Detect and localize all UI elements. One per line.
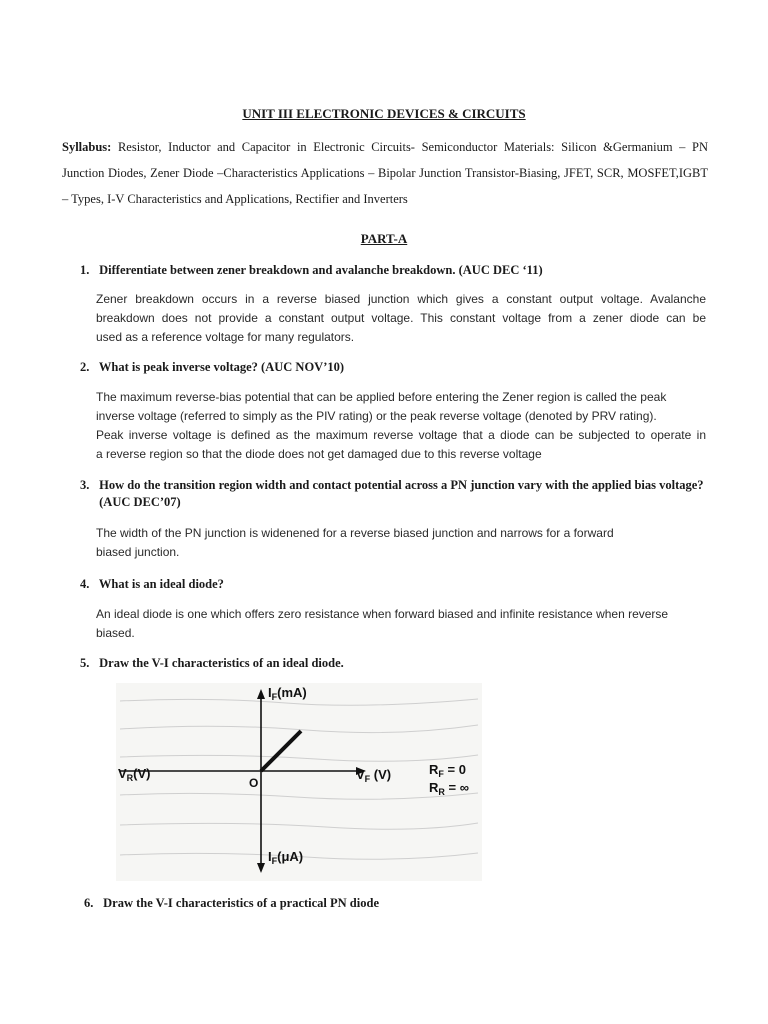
y-axis-down-arrow	[257, 863, 265, 873]
question-6	[84, 895, 724, 912]
syllabus-paragraph	[62, 134, 708, 212]
question-number: 1.	[80, 263, 90, 277]
question-text: What is an ideal diode?	[98, 577, 224, 591]
origin-label: O	[249, 776, 259, 790]
part-heading: PART-A	[360, 231, 408, 246]
y-axis-up-arrow	[257, 689, 265, 699]
document-title: UNIT III ELECTRONIC DEVICES & CIRCUITS	[242, 106, 526, 121]
question-number: 3.	[80, 478, 90, 492]
answer-line: An ideal diode is one which offers zero resistance when forward biased and infinite resistance when reverse	[96, 607, 669, 621]
question-number: 2.	[80, 360, 90, 374]
answer-line: The maximum reverse-bias potential that can be applied before entering the Zener region is called the peak	[96, 390, 667, 404]
syllabus-text: Resistor, Inductor and Capacitor in Electronic Circuits- Semiconductor Materials: Silicon &Germanium – PN Junction Diodes, Zener Diode –Characteristics Applications – Bipolar Junction Transistor-Biasing, JFET, SCR, MOSFET,IGBT – Types, I-V Characteristics and Applications, Rectifier and Inverters	[62, 140, 709, 206]
question-number: 6.	[84, 896, 94, 910]
answer-line: breakdown does not provide a constant output voltage. This constant voltage from a zener diode can be	[96, 311, 706, 325]
y-negative-label: $I_F(\mu A)$	[268, 849, 304, 866]
question-text: Draw the V-I characteristics of an ideal diode.	[99, 656, 344, 670]
answer-2	[96, 388, 706, 464]
answer-line: biased.	[96, 626, 135, 640]
answer-line: used as a reference voltage for many regulators.	[96, 330, 355, 344]
answer-line: Zener breakdown occurs in a reverse biased junction which gives a constant output voltage. Avalanche	[96, 292, 706, 306]
ideal-diode-vi-figure	[116, 683, 482, 881]
vi-characteristics-graph	[116, 683, 482, 881]
answer-line: Peak inverse voltage is defined as the maximum reverse voltage that a diode can be subjected to operate in	[96, 428, 706, 442]
rf-label: $R_F = 0$	[429, 762, 466, 779]
x-negative-label: $V_R(V)$	[118, 766, 151, 783]
question-text: How do the transition region width and contact potential across a PN junction vary with the applied bias voltage? (AUC DEC’07)	[99, 478, 704, 509]
answer-line: The width of the PN junction is widenened for a reverse biased junction and narrows for a forward	[96, 526, 614, 540]
question-number: 4.	[80, 577, 90, 591]
answer-3	[96, 524, 706, 562]
bleed-through-texture	[120, 699, 478, 859]
y-positive-label: $I_F(mA)$	[268, 685, 307, 702]
answer-line: biased junction.	[96, 545, 180, 559]
answer-1	[96, 290, 706, 347]
question-number: 5.	[80, 656, 90, 670]
syllabus-label: Syllabus:	[62, 140, 112, 154]
answer-line: a reverse region so that the diode does not get damaged due to this reverse voltage	[96, 447, 542, 461]
question-text: Differentiate between zener breakdown and avalanche breakdown. (AUC DEC ‘11)	[99, 263, 543, 277]
question-4	[80, 576, 720, 593]
rr-label: $R_R$ = ∞	[429, 780, 469, 797]
question-text: Draw the V-I characteristics of a practical PN diode	[103, 896, 379, 910]
question-text: What is peak inverse voltage? (AUC NOV’10)	[98, 360, 345, 374]
x-positive-label: $V_F$ (V)	[356, 767, 392, 784]
question-2	[80, 359, 720, 376]
forward-characteristic-line	[261, 731, 301, 771]
answer-4	[96, 605, 706, 643]
question-1	[80, 262, 720, 279]
question-3	[80, 477, 720, 511]
question-5	[80, 655, 720, 672]
answer-line: inverse voltage (referred to simply as the PIV rating) or the peak reverse voltage (denoted by PRV rating).	[96, 409, 657, 423]
